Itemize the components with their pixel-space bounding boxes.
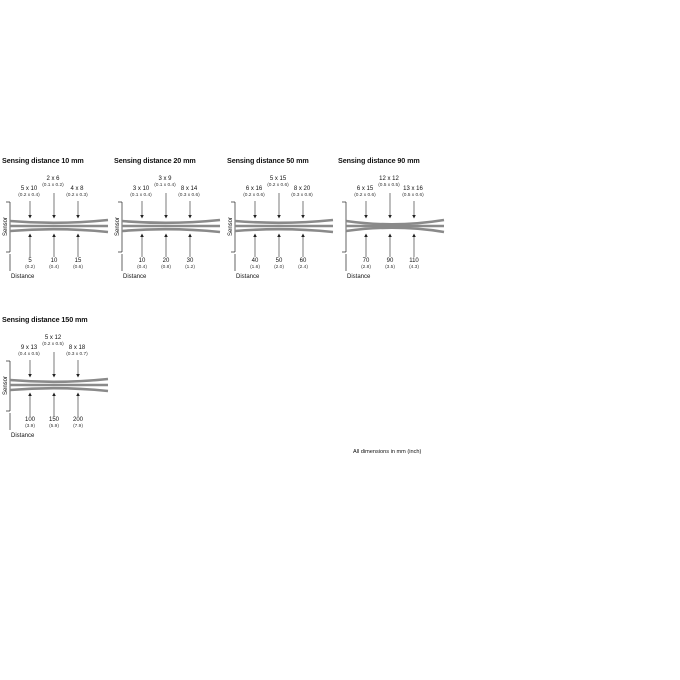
- distance-mm: 15: [74, 258, 82, 264]
- spot-size-mm: 8 x 14: [180, 186, 198, 192]
- distance-inch: (2.8): [361, 264, 371, 270]
- spot-arrow-head: [140, 215, 144, 219]
- distance-inch: (7.9): [73, 423, 83, 429]
- beam-edge-upper: [10, 220, 108, 223]
- spot-size-far: [393, 186, 433, 198]
- spot-size-mm: 2 x 6: [46, 176, 60, 182]
- spot-size-far: [57, 186, 97, 198]
- distance-inch: (5.9): [49, 423, 59, 429]
- spot-size-near: [121, 186, 161, 198]
- panel-sensing-50mm: [227, 156, 335, 286]
- beam-edge-lower: [122, 229, 220, 232]
- distance-arrow-head: [76, 393, 80, 397]
- distance-arrow-head: [412, 234, 416, 238]
- distance-axis-label: Distance: [347, 274, 371, 280]
- sensor-label: Sensor: [228, 216, 234, 236]
- spot-size-near: [234, 186, 274, 198]
- distance-mm: 40: [251, 258, 259, 264]
- spot-arrow-head: [253, 215, 257, 219]
- spot-size-inch: (0.2 x 0.6): [354, 192, 376, 198]
- spot-size-inch: (0.1 x 0.4): [154, 182, 176, 188]
- spot-arrow-head: [188, 215, 192, 219]
- panel-title: Sensing distance 10 mm: [2, 156, 84, 165]
- beam-edge-upper: [346, 220, 444, 224]
- spot-size-inch: (0.3 x 0.6): [178, 192, 200, 198]
- distance-mm: 100: [24, 417, 35, 423]
- distance-mm: 5: [28, 258, 32, 264]
- panel-title: Sensing distance 90 mm: [338, 156, 420, 165]
- distance-far: [399, 258, 429, 270]
- distance-mm: 30: [186, 258, 194, 264]
- distance-axis-label: Distance: [11, 433, 35, 439]
- distance-mm: 10: [50, 258, 58, 264]
- spot-size-mm: 3 x 10: [132, 186, 150, 192]
- spot-size-far: [57, 345, 97, 357]
- distance-arrow-head: [52, 393, 56, 397]
- distance-arrow-head: [188, 234, 192, 238]
- distance-inch: (4.3): [409, 264, 419, 270]
- sensor-label: Sensor: [115, 216, 121, 236]
- panel-sensing-150mm: [2, 315, 110, 445]
- spot-size-inch: (0.2 x 0.4): [18, 192, 40, 198]
- spot-arrow-head: [28, 374, 32, 378]
- spot-size-mm: 3 x 9: [158, 176, 172, 182]
- spot-size-mm: 8 x 20: [293, 186, 311, 192]
- spot-size-inch: (0.1 x 0.4): [130, 192, 152, 198]
- spot-size-mm: 12 x 12: [379, 176, 399, 182]
- spot-size-inch: (0.5 x 0.6): [402, 192, 424, 198]
- distance-inch: (0.8): [161, 264, 171, 270]
- distance-inch: (2.0): [274, 264, 284, 270]
- distance-inch: (3.5): [385, 264, 395, 270]
- sensor-label: Sensor: [3, 375, 9, 395]
- distance-mm: 110: [409, 258, 419, 264]
- distance-mm: 70: [362, 258, 370, 264]
- sensor-label: Sensor: [3, 216, 9, 236]
- spot-arrow-head: [52, 215, 56, 219]
- distance-inch: (3.9): [25, 423, 35, 429]
- footnote: All dimensions in mm (inch): [353, 449, 422, 455]
- panel-title: Sensing distance 150 mm: [2, 315, 88, 324]
- beam-edge-lower: [10, 388, 108, 391]
- spot-arrow-head: [76, 374, 80, 378]
- distance-arrow-head: [28, 393, 32, 397]
- distance-arrow-head: [76, 234, 80, 238]
- panel-sensing-10mm: [2, 156, 110, 286]
- beam-edge-upper: [122, 220, 220, 223]
- distance-mm: 150: [48, 417, 59, 423]
- distance-axis-label: Distance: [11, 274, 35, 280]
- panel-sensing-90mm: [338, 156, 446, 286]
- spot-arrow-head: [76, 215, 80, 219]
- distance-mm: 10: [138, 258, 146, 264]
- spot-size-inch: (0.3 x 0.8): [291, 192, 313, 198]
- distance-inch: (0.6): [73, 264, 83, 270]
- distance-arrow-head: [28, 234, 32, 238]
- spot-arrow-head: [301, 215, 305, 219]
- distance-mm: 60: [299, 258, 307, 264]
- distance-far: [175, 258, 205, 270]
- spot-size-mm: 8 x 18: [68, 345, 86, 351]
- spot-size-inch: (0.2 x 0.6): [243, 192, 265, 198]
- beam-edge-upper: [10, 379, 108, 382]
- spot-size-mm: 13 x 16: [403, 186, 423, 192]
- spot-size-mm: 9 x 13: [20, 345, 38, 351]
- distance-inch: (2.4): [298, 264, 308, 270]
- spot-size-mm: 5 x 12: [44, 335, 62, 341]
- distance-inch: (0.2): [25, 264, 35, 270]
- spot-size-near: [9, 345, 49, 357]
- distance-mm: 20: [162, 258, 170, 264]
- spot-size-inch: (0.4 x 0.5): [18, 351, 40, 357]
- spot-size-inch: (0.2 x 0.6): [267, 182, 289, 188]
- spot-size-far: [282, 186, 322, 198]
- panel-title: Sensing distance 20 mm: [114, 156, 196, 165]
- distance-arrow-head: [364, 234, 368, 238]
- distance-arrow-head: [277, 234, 281, 238]
- distance-axis-label: Distance: [236, 274, 260, 280]
- distance-inch: (0.4): [137, 264, 147, 270]
- distance-mm: 50: [275, 258, 283, 264]
- beam-edge-lower: [346, 228, 444, 232]
- spot-size-mm: 6 x 15: [356, 186, 374, 192]
- spot-arrow-head: [364, 215, 368, 219]
- spot-size-inch: (0.1 x 0.2): [42, 182, 64, 188]
- spot-size-inch: (0.2 x 0.3): [66, 192, 88, 198]
- distance-inch: (0.4): [49, 264, 59, 270]
- spot-arrow-head: [28, 215, 32, 219]
- beam-edge-upper: [235, 220, 333, 223]
- panel-title: Sensing distance 50 mm: [227, 156, 309, 165]
- distance-far: [288, 258, 318, 270]
- distance-arrow-head: [301, 234, 305, 238]
- distance-mm: 200: [72, 417, 83, 423]
- panel-sensing-20mm: [114, 156, 222, 286]
- distance-far: [63, 258, 93, 270]
- spot-arrow-head: [388, 215, 392, 219]
- spot-arrow-head: [164, 215, 168, 219]
- spot-size-mm: 5 x 10: [20, 186, 38, 192]
- spot-size-far: [169, 186, 209, 198]
- spot-size-near: [345, 186, 385, 198]
- distance-axis-label: Distance: [123, 274, 147, 280]
- distance-arrow-head: [388, 234, 392, 238]
- spot-arrow-head: [277, 215, 281, 219]
- distance-arrow-head: [253, 234, 257, 238]
- spot-arrow-head: [412, 215, 416, 219]
- distance-mm: 90: [386, 258, 394, 264]
- spot-size-inch: (0.5 x 0.5): [378, 182, 400, 188]
- spot-size-mm: 6 x 16: [245, 186, 263, 192]
- beam-edge-lower: [10, 229, 108, 232]
- spot-size-inch: (0.3 x 0.7): [66, 351, 88, 357]
- spot-size-inch: (0.2 x 0.5): [42, 341, 64, 347]
- distance-arrow-head: [52, 234, 56, 238]
- spot-size-mm: 5 x 15: [269, 176, 287, 182]
- spot-size-near: [9, 186, 49, 198]
- distance-inch: (1.2): [185, 264, 195, 270]
- spot-arrow-head: [52, 374, 56, 378]
- distance-inch: (1.6): [250, 264, 260, 270]
- distance-arrow-head: [164, 234, 168, 238]
- distance-arrow-head: [140, 234, 144, 238]
- beam-edge-lower: [235, 229, 333, 232]
- distance-far: [63, 417, 93, 429]
- spot-size-mm: 4 x 8: [70, 186, 84, 192]
